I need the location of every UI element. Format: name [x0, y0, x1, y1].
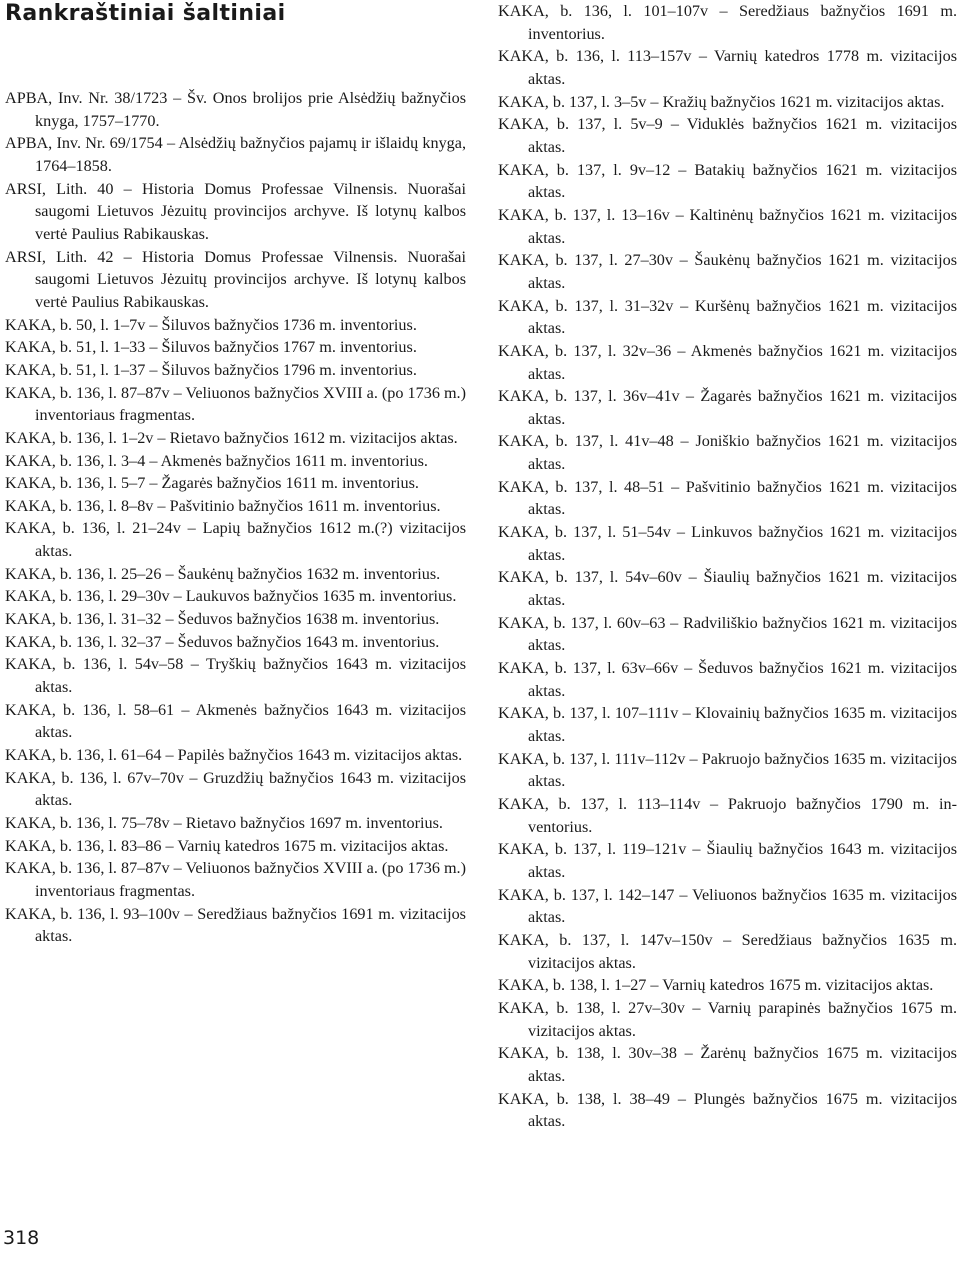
source-entry: KAKA, b. 136, l. 58–61 – Akmenės bažnyčios 1643 m. vizitacijos aktas.	[5, 700, 466, 742]
source-entry: KAKA, b. 137, l. 48–51 – Pašvitinio bažnyčios 1621 m. vizitacijos aktas.	[498, 477, 957, 519]
source-entry: KAKA, b. 136, l. 113–157v – Varnių katedros 1778 m. vizitacijos aktas.	[498, 47, 957, 88]
source-entry: KAKA, b. 136, l. 31–32 – Šeduvos bažnyčios 1638 m. inventorius.	[5, 610, 440, 629]
source-entry: KAKA, b. 136, l. 67v–70v – Gruzdžių bažnyčios 1643 m. vizitacijos aktas.	[5, 768, 466, 810]
source-entry: KAKA, b. 137, l. 41v–48 – Joniškio bažnyčios 1621 m. vizitacijos aktas.	[498, 432, 957, 474]
source-entry: KAKA, b. 137, l. 142–147 – Veliuonos bažnyčios 1635 m. vizitacijos aktas.	[498, 885, 957, 927]
source-entry: KAKA, b. 136, l. 8–8v – Pašvitinio bažnyčios 1611 m. inventorius.	[5, 496, 441, 515]
source-entry: ARSI, Lith. 40 – Historia Domus Professae Vilnensis. Nuorašai saugomi Lietuvos Jėzuitų provincijos archyve. Iš lotynų kalbos vertė Paulius Rabikauskas.	[5, 179, 466, 243]
right-column	[498, 0, 957, 1133]
source-entry: KAKA, b. 138, l. 27v–30v – Varnių parapinės bažnyčios 1675 m. vizitacijos aktas.	[498, 998, 957, 1040]
source-entry: KAKA, b. 138, l. 38–49 – Plungės bažnyčios 1675 m. vizitacijos aktas.	[498, 1089, 957, 1131]
source-entry: KAKA, b. 136, l. 54v–58 – Tryškių bažnyčios 1643 m. vizitacijos aktas.	[5, 655, 466, 697]
source-entry: KAKA, b. 136, l. 87–87v – Veliuonos bažnyčios XVIII a. (po 1736 m.) inventoriaus fragmentas.	[5, 859, 466, 900]
source-entry: KAKA, b. 51, l. 1–37 – Šiluvos bažnyčios 1796 m. inventorius.	[5, 360, 417, 379]
source-entry: KAKA, b. 137, l. 36v–41v – Žagarės bažnyčios 1621 m. vizitacijos aktas.	[498, 387, 957, 428]
source-entry: KAKA, b. 137, l. 31–32v – Kuršėnų bažnyčios 1621 m. vizitacijos aktas.	[498, 296, 957, 338]
source-entry: KAKA, b. 137, l. 51–54v – Linkuvos bažnyčios 1621 m. vizitacijos aktas.	[498, 523, 957, 564]
source-entry: APBA, Inv. Nr. 69/1754 – Alsėdžių bažnyčios pajamų ir išlaidų knyga, 1764–1858.	[5, 134, 466, 175]
source-entry: KAKA, b. 137, l. 54v–60v – Šiaulių bažnyčios 1621 m. vizitacijos aktas.	[498, 568, 957, 610]
source-entry: KAKA, b. 136, l. 93–100v – Seredžiaus bažnyčios 1691 m. vizitacijos aktas.	[5, 904, 466, 946]
source-entry: KAKA, b. 50, l. 1–7v – Šiluvos bažnyčios 1736 m. inventorius.	[5, 315, 417, 334]
source-entry: ARSI, Lith. 42 – Historia Domus Professae Vilnensis. Nuorašai saugomi Lietuvos Jėzuitų provincijos archyve. Iš lotynų kalbos vertė Paulius Rabikauskas.	[5, 247, 466, 311]
source-entry: KAKA, b. 138, l. 30v–38 – Žarėnų bažnyčios 1675 m. vizitacijos aktas.	[498, 1044, 957, 1085]
source-entry: KAKA, b. 136, l. 29–30v – Laukuvos bažnyčios 1635 m. inventorius.	[5, 587, 457, 606]
source-entry: KAKA, b. 137, l. 119–121v – Šiaulių bažnyčios 1643 m. vizitacijos aktas.	[498, 840, 957, 881]
source-entry: KAKA, b. 137, l. 63v–66v – Šeduvos bažnyčios 1621 m. vizitacijos aktas.	[498, 659, 957, 700]
source-entry: KAKA, b. 137, l. 113–114v – Pakruojo bažnyčios 1790 m. inventorius.	[498, 794, 957, 836]
source-entry: KAKA, b. 137, l. 60v–63 – Radviliškio bažnyčios 1621 m. vizitacijos aktas.	[498, 613, 957, 655]
source-entry: KAKA, b. 137, l. 32v–36 – Akmenės bažnyčios 1621 m. vizitacijos aktas.	[498, 341, 957, 383]
page-number: 318	[3, 1227, 40, 1249]
source-entry: KAKA, b. 136, l. 75–78v – Rietavo bažnyčios 1697 m. inventorius.	[5, 814, 443, 832]
source-entry: KAKA, b. 137, l. 3–5v – Kražių bažnyčios 1621 m. vizitacijos aktas.	[498, 92, 945, 111]
source-entry: KAKA, b. 136, l. 5–7 – Žagarės bažnyčios 1611 m. inventorius.	[5, 474, 419, 493]
source-entry: KAKA, b. 136, l. 87–87v – Veliuonos bažnyčios XVIII a. (po 1736 m.) inventoriaus fragmentas.	[5, 383, 466, 425]
source-entry: KAKA, b. 137, l. 9v–12 – Batakių bažnyčios 1621 m. vizitacijos aktas.	[498, 160, 957, 202]
source-entry: KAKA, b. 136, l. 32–37 – Šeduvos bažnyčios 1643 m. inventorius.	[5, 632, 440, 651]
section-heading: Rankraštiniai šaltiniai	[5, 1, 286, 26]
source-entry: KAKA, b. 136, l. 61–64 – Papilės bažnyčios 1643 m. vizitacijos aktas.	[5, 746, 463, 765]
source-entry: KAKA, b. 137, l. 107–111v – Klovainių bažnyčios 1635 m. vizitacijos aktas.	[498, 704, 957, 745]
source-entry: KAKA, b. 138, l. 1–27 – Varnių katedros 1675 m. vizitacijos aktas.	[498, 976, 934, 995]
source-entry: KAKA, b. 137, l. 13–16v – Kaltinėnų bažnyčios 1621 m. vizitacijos aktas.	[498, 205, 957, 247]
source-entry: KAKA, b. 136, l. 83–86 – Varnių katedros 1675 m. vizitacijos aktas.	[5, 836, 449, 855]
left-column	[5, 87, 466, 948]
source-entry: KAKA, b. 137, l. 147v–150v – Seredžiaus bažnyčios 1635 m. vizitacijos aktas.	[498, 930, 957, 972]
source-entry: KAKA, b. 137, l. 27–30v – Šaukėnų bažnyčios 1621 m. vizitacijos aktas.	[498, 251, 957, 292]
source-entry: APBA, Inv. Nr. 38/1723 – Šv. Onos brolijos prie Alsėdžių bažnyčios knyga, 1757–1770.	[5, 89, 466, 130]
source-entry: KAKA, b. 137, l. 5v–9 – Viduklės bažnyčios 1621 m. vizitacijos aktas.	[498, 115, 957, 156]
source-entry: KAKA, b. 136, l. 3–4 – Akmenės bažnyčios 1611 m. inventorius.	[5, 451, 428, 470]
source-entry: KAKA, b. 137, l. 111v–112v – Pakruojo bažnyčios 1635 m. vizitacijos aktas.	[498, 749, 957, 791]
source-entry: KAKA, b. 136, l. 21–24v – Lapių bažnyčios 1612 m.(?) vizitacijos aktas.	[5, 519, 466, 561]
source-entry: KAKA, b. 51, l. 1–33 – Šiluvos bažnyčios 1767 m. inventorius.	[5, 338, 417, 357]
source-entry: KAKA, b. 136, l. 101–107v – Seredžiaus bažnyčios 1691 m. inventorius.	[498, 2, 957, 43]
source-entry: KAKA, b. 136, l. 25–26 – Šaukėnų bažnyčios 1632 m. inventorius.	[5, 564, 441, 583]
source-entry: KAKA, b. 136, l. 1–2v – Rietavo bažnyčios 1612 m. vizitacijos aktas.	[5, 428, 458, 447]
